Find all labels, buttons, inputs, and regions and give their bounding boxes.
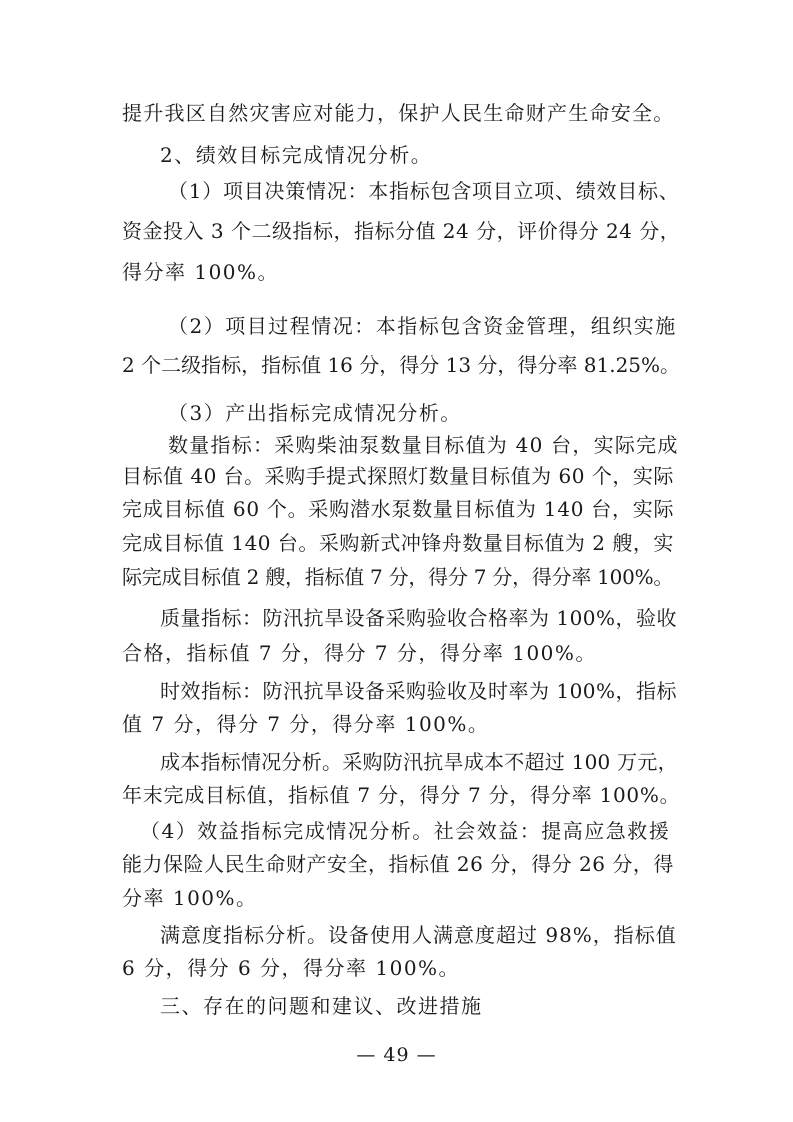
text-line: 质量指标：防汛抗旱设备采购验收合格率为 100%，验收 xyxy=(160,606,678,630)
text-line: 分率 100%。 xyxy=(122,886,258,910)
text-line: 目标值 40 台。采购手提式探照灯数量目标值为 60 个，实际 xyxy=(122,464,674,488)
text-line: 能力保险人民生命财产安全，指标值 26 分，得分 26 分，得 xyxy=(122,852,674,876)
text-line: 提升我区自然灾害应对能力，保护人民生命财产生命安全。 xyxy=(122,101,675,125)
page-number: — 49 — xyxy=(356,1044,437,1066)
text-line: 6 分，得分 6 分，得分率 100%。 xyxy=(122,956,461,980)
text-line: 完成目标值 140 台。采购新式冲锋舟数量目标值为 2 艘，实 xyxy=(122,531,674,555)
section-heading: 2、绩效目标完成情况分析。 xyxy=(160,143,433,167)
text-line: 资金投入 3 个二级指标，指标分值 24 分，评价得分 24 分， xyxy=(122,219,681,243)
text-line: 际完成目标值 2 艘，指标值 7 分，得分 7 分，得分率 100%。 xyxy=(122,565,674,589)
text-line: （2）项目过程情况：本指标包含资金管理，组织实施 xyxy=(168,314,677,338)
section-heading: 三、存在的问题和建议、改进措施 xyxy=(160,994,483,1018)
text-line: 完成目标值 60 个。采购潜水泵数量目标值为 140 台，实际 xyxy=(122,497,675,521)
text-line: 成本指标情况分析。采购防汛抗旱成本不超过 100 万元， xyxy=(160,750,678,774)
text-line: 数量指标：采购柴油泵数量目标值为 40 台，实际完成 xyxy=(168,433,679,457)
text-line: 时效指标：防汛抗旱设备采购验收及时率为 100%，指标 xyxy=(160,679,678,703)
text-line: 年末完成目标值，指标值 7 分，得分 7 分，得分率 100%。 xyxy=(122,783,681,807)
text-line: 满意度指标分析。设备使用人满意度超过 98%，指标值 xyxy=(160,923,677,947)
text-line: （4）效益指标完成情况分析。社会效益：提高应急救援 xyxy=(140,819,671,843)
text-line: 得分率 100%。 xyxy=(122,260,280,284)
text-line: 值 7 分，得分 7 分，得分率 100%。 xyxy=(122,712,490,736)
text-line: 合格，指标值 7 分，得分 7 分，得分率 100%。 xyxy=(122,641,597,665)
text-line: （1）项目决策情况：本指标包含项目立项、绩效目标、 xyxy=(168,179,680,203)
text-line: （3）产出指标完成情况分析。 xyxy=(168,401,462,425)
text-line: 2 个二级指标，指标值 16 分，得分 13 分，得分率 81.25%。 xyxy=(122,353,681,377)
